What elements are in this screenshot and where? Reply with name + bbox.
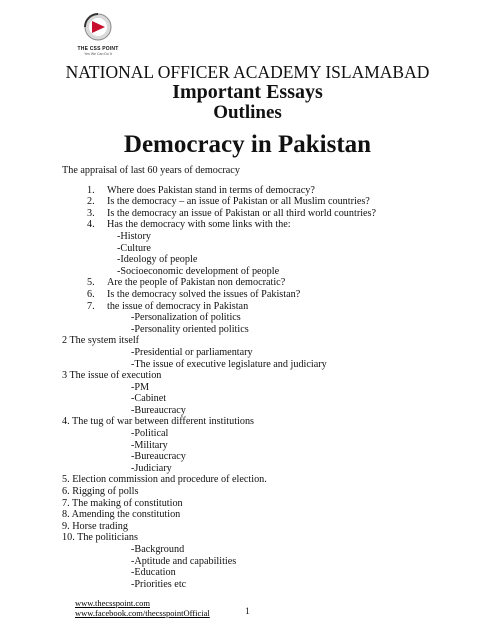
section-heading: 4. The tug of war between different institutions [62,416,255,428]
sub-item: -PM [131,381,150,393]
page-number: 1 [245,607,250,617]
section-heading: 7. The making of constitution [62,497,183,509]
sub-item: -Cabinet [131,393,167,405]
intro-text: The appraisal of last 60 years of democracy [62,165,240,176]
sub-item: -Judiciary [131,462,172,474]
list-number: 5. [87,277,95,289]
section-heading: 6. Rigging of polls [62,486,139,498]
logo-name: THE CSS POINT [77,46,119,52]
list-number: 1. [87,184,95,196]
list-item [62,289,482,301]
sub-item: -Ideology of people [117,254,198,266]
list-text: the issue of democracy in Pakistan [107,300,249,312]
sub-item: -Socioeconomic development of people [117,265,280,277]
section-heading: 9. Horse trading [62,520,128,532]
facebook-link[interactable]: www.facebook.com/thecsspointOfficial [75,608,210,618]
sub-item: -Background [131,544,185,555]
list-text: Is the democracy solved the issues of Pakistan? [107,288,301,300]
essays-heading: Important Essays [172,81,323,103]
section-heading: 10. The politicians [62,532,138,544]
list-text: Are the people of Pakistan non democratic? [107,277,286,289]
academy-heading: NATIONAL OFFICER ACADEMY ISLAMABAD [65,62,430,82]
list-number: 2. [87,196,95,208]
list-item [62,277,482,289]
website-link[interactable]: www.thecsspoint.com [75,598,150,608]
list-text: Is the democracy an issue of Pakistan or all third world countries? [107,207,377,219]
sub-item: -Political [131,428,169,440]
outlines-heading: Outlines [213,102,282,123]
section-heading: 2 The system itself [62,335,140,347]
sub-item: -Education [131,567,176,579]
sub-item: -Personality oriented politics [131,323,249,335]
sub-item: -Presidential or parliamentary [131,346,253,358]
sub-item: -Military [131,439,168,451]
sub-item: -History [117,230,151,242]
sub-item: -Priorities etc [131,578,187,590]
list-item [62,301,482,313]
section-heading: 5. Election commission and procedure of election. [62,474,267,486]
list-number: 7. [87,300,95,312]
list-text: Is the democracy – an issue of Pakistan or all Muslim countries? [107,196,370,208]
list-text: Where does Pakistan stand in terms of democracy? [107,184,315,196]
page-title: Democracy in Pakistan [123,131,372,158]
list-number: 3. [87,207,95,219]
list-item [62,219,482,231]
section-heading: 3 The issue of execution [62,370,162,382]
list-text: Has the democracy with some links with the: [107,219,291,231]
sub-item: -Bureaucracy [131,451,186,463]
list-number: 6. [87,288,95,300]
sub-item: -The issue of executive legislature and judiciary [131,358,327,370]
list-number: 4. [87,219,95,231]
section-heading: 8. Amending the constitution [62,509,181,521]
sub-item: -Aptitude and capabilities [131,555,237,567]
logo-mark-icon [72,10,124,46]
sub-item: -Bureaucracy [131,404,186,416]
list-item [62,185,482,197]
sub-item: -Culture [117,242,151,254]
sub-item: -Personalization of politics [131,312,241,324]
list-item [62,196,482,208]
logo [72,10,124,58]
list-item [62,208,482,220]
outline-body [62,165,482,590]
logo-tagline: Yes We Can Do It [84,52,112,56]
